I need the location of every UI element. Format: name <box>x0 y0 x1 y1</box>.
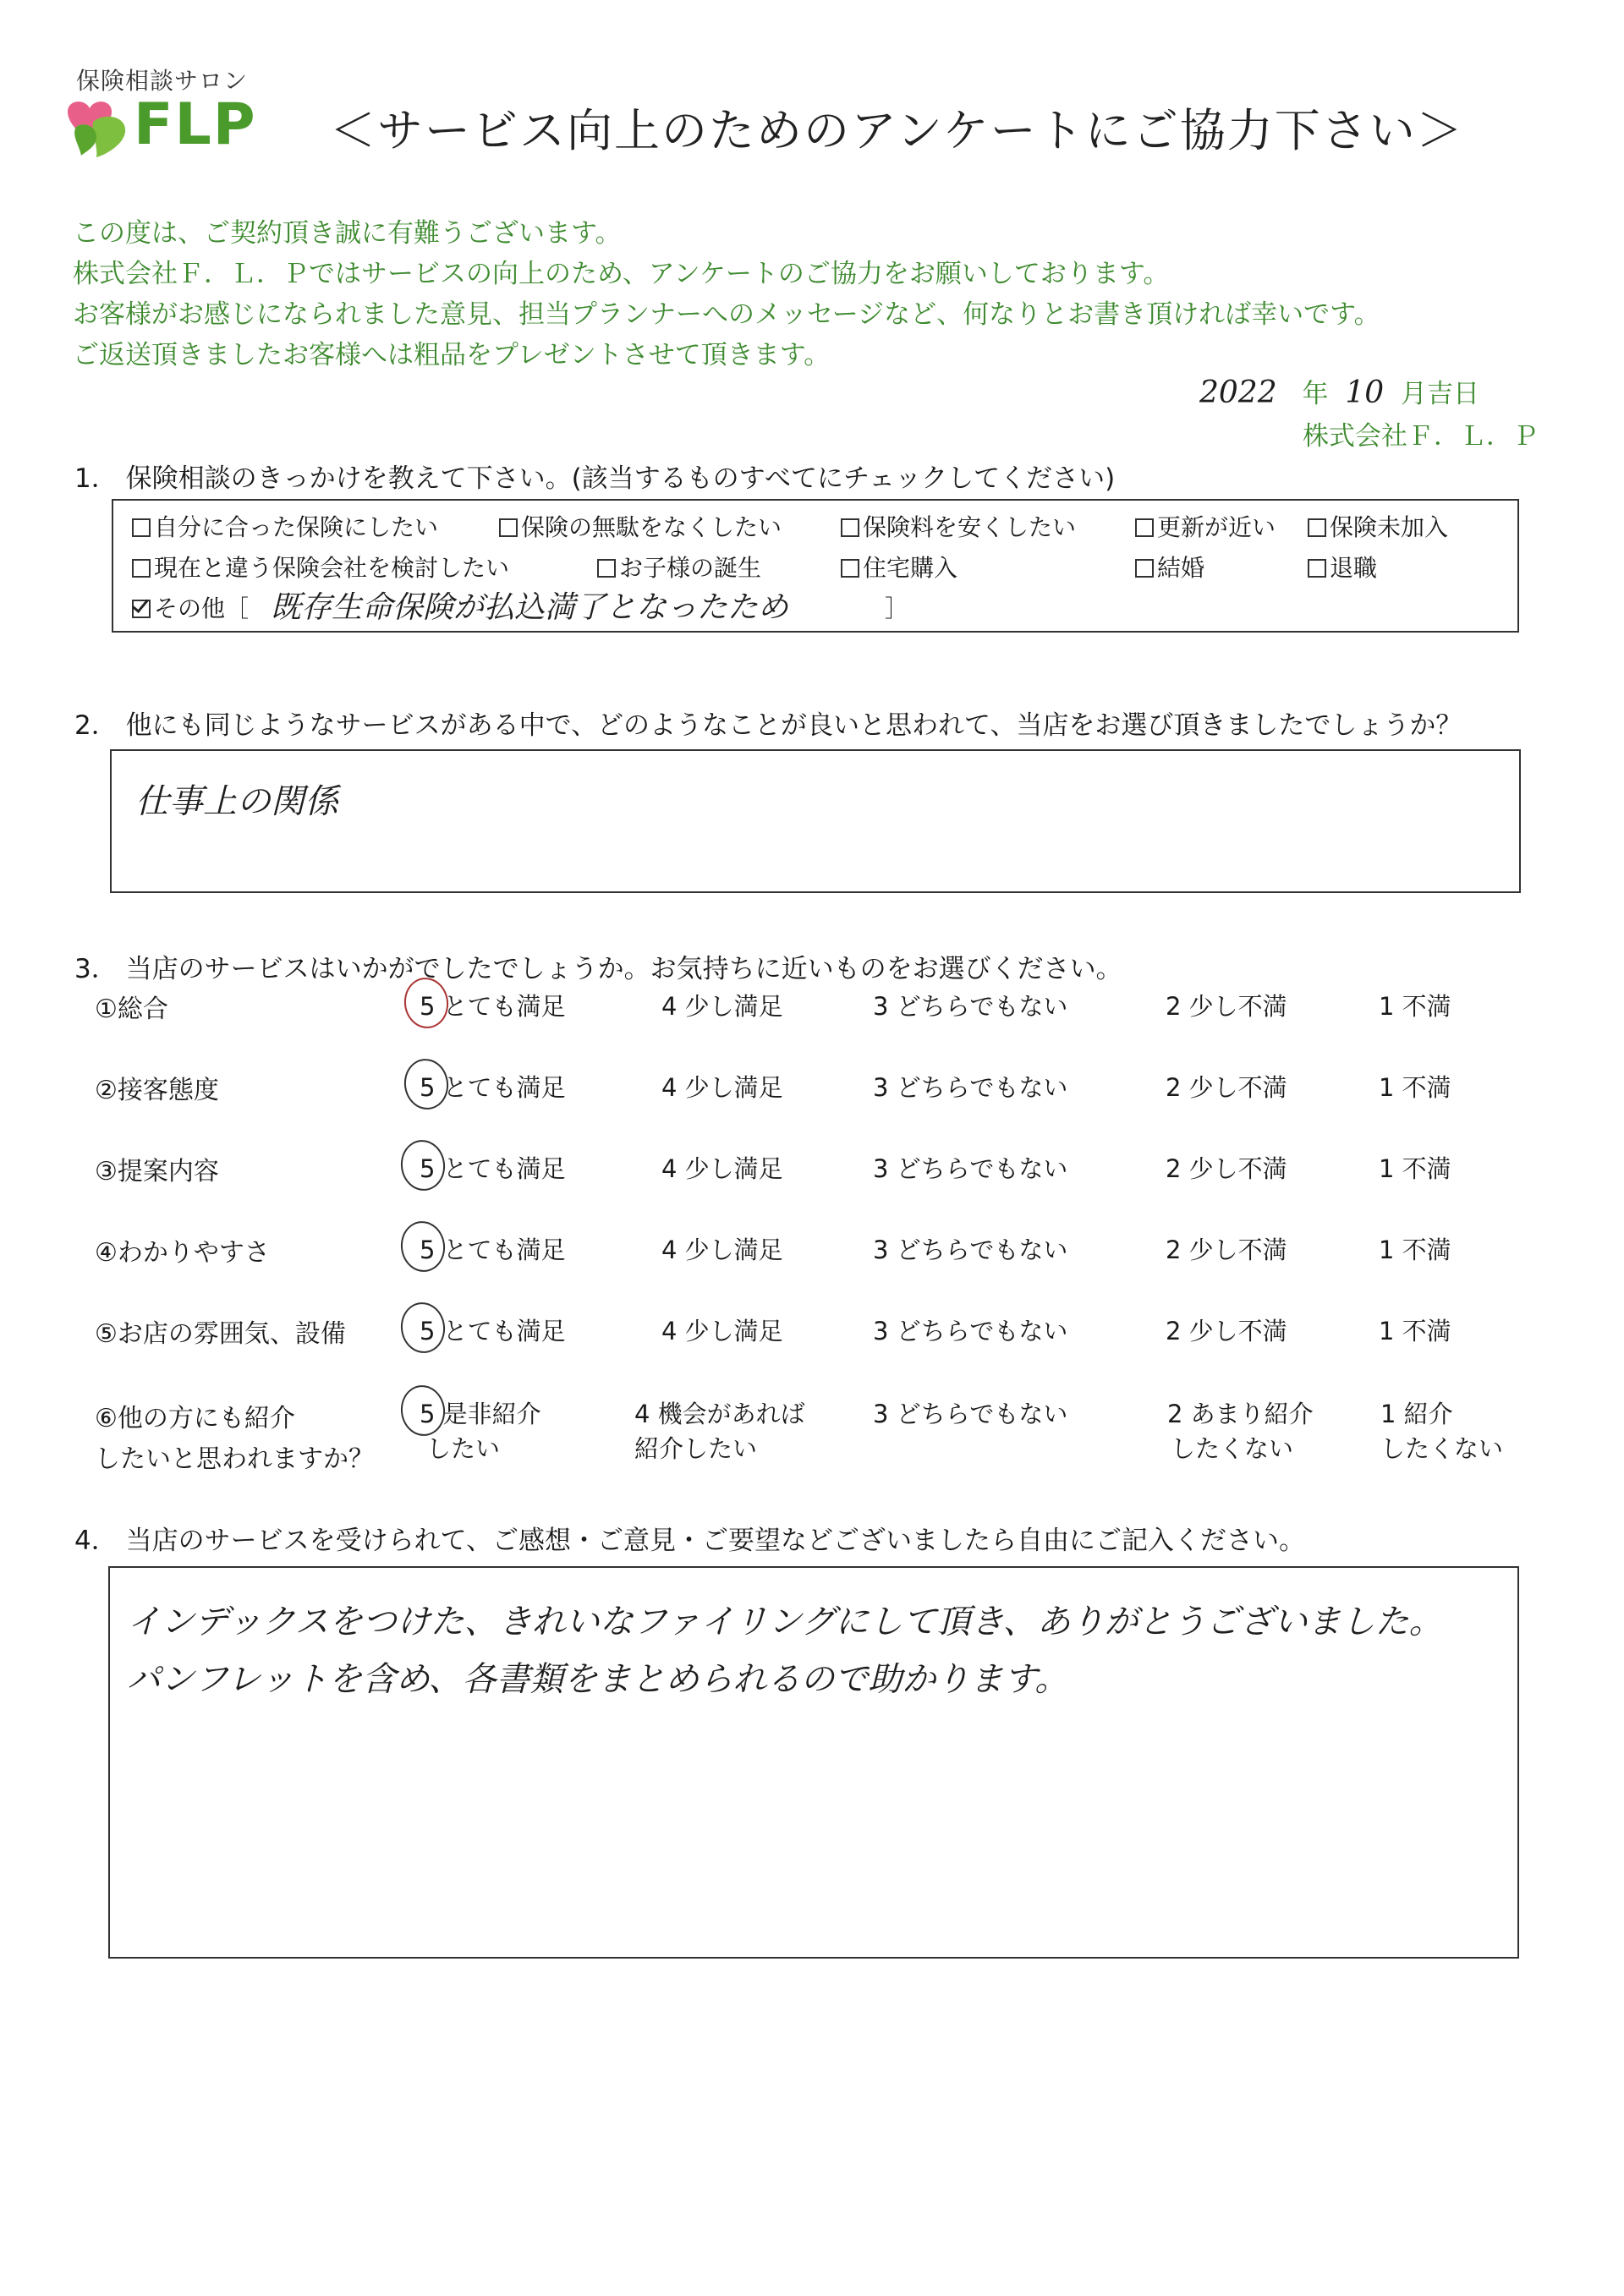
q2-title: 2． 他にも同じようなサービスがある中で、どのようなことが良いと思われて、当店をお選び頂きましたでしょうか？ <box>74 710 1462 741</box>
q1-option[interactable]: 結婚 <box>1135 550 1204 584</box>
q1-option[interactable]: 保険料を安くしたい <box>841 509 1076 543</box>
intro-line-3: お客様がお感じになられました意見、担当プランナーへのメッセージなど、何なりとお書き頂ければ幸いです。 <box>73 299 1380 330</box>
referral-option-1[interactable]: 1 紹介 したくない <box>1380 1400 1504 1463</box>
q1-option[interactable]: 自分に合った保険にしたい <box>132 509 438 543</box>
intro-line-1: この度は、ご契約頂き誠に有難うございます。 <box>73 218 622 249</box>
referral-option-3[interactable]: 3 どちらでもない <box>873 1400 1068 1428</box>
q1-option[interactable]: お子様の誕生 <box>597 550 761 584</box>
rating-option-5[interactable]: 5 とても満足 <box>420 1073 566 1102</box>
rating-option-4[interactable]: 4 少し満足 <box>661 1317 783 1345</box>
brand-name: FLP <box>134 91 257 158</box>
checkbox[interactable] <box>132 559 151 578</box>
rating-option-4[interactable]: 4 少し満足 <box>661 1236 783 1264</box>
rating-option-3[interactable]: 3 どちらでもない <box>873 1154 1068 1183</box>
rating-option-3[interactable]: 3 どちらでもない <box>873 1073 1068 1102</box>
checkbox[interactable] <box>841 559 859 578</box>
rating-option-3[interactable]: 3 どちらでもない <box>873 1236 1068 1264</box>
rating-option-1[interactable]: 1 不満 <box>1379 1073 1451 1102</box>
q3-title: 3． 当店のサービスはいかがでしたでしょうか。お気持ちに近いものをお選びください。 <box>74 954 1122 984</box>
rating-option-5[interactable]: 5 とても満足 <box>420 1154 566 1183</box>
checkbox[interactable] <box>1135 518 1154 537</box>
rating-option-3[interactable]: 3 どちらでもない <box>873 1317 1068 1345</box>
company-name: 株式会社Ｆ．Ｌ．Ｐ <box>1303 421 1539 452</box>
q4-answer-line-1: インデックスをつけた、きれいなファイリングにして頂き、ありがとうございました。 <box>127 1603 1443 1641</box>
rating-option-4[interactable]: 4 少し満足 <box>661 992 783 1021</box>
q1-option[interactable]: 保険の無駄をなくしたい <box>499 509 782 543</box>
date-month-suffix: 月吉日 <box>1401 379 1480 409</box>
q1-other-bracket-close: ］ <box>885 595 909 622</box>
rating-option-1[interactable]: 1 不満 <box>1379 992 1451 1021</box>
checkbox[interactable] <box>132 518 151 537</box>
q4-answer-line-2: パンフレットを含め、各書類をまとめられるので助かります。 <box>127 1660 1069 1699</box>
q2-answer: 仕事上の関係 <box>135 782 338 821</box>
rating-option-1[interactable]: 1 不満 <box>1379 1154 1451 1183</box>
rating-row-label: ⑤お店の雰囲気、設備 <box>95 1319 346 1349</box>
q1-option[interactable]: 更新が近い <box>1135 509 1276 543</box>
intro-line-2: 株式会社Ｆ．Ｌ．Ｐではサービスの向上のため、アンケートのご協力をお願いしております。 <box>73 259 1170 289</box>
selection-circle <box>398 1300 448 1356</box>
checkbox[interactable] <box>597 559 616 578</box>
checkbox[interactable] <box>1135 559 1154 578</box>
selection-circle <box>398 1219 448 1275</box>
date-year: 2022 <box>1199 375 1277 410</box>
checkbox[interactable] <box>841 518 859 537</box>
q1-option[interactable]: 現在と違う保険会社を検討したい <box>132 550 509 584</box>
date-month: 10 <box>1345 375 1385 410</box>
rating-option-5[interactable]: 5 とても満足 <box>420 1317 566 1345</box>
q1-title: 1． 保険相談のきっかけを教えて下さい。(該当するものすべてにチェックしてください) <box>74 463 1116 494</box>
rating-row-label: ④わかりやすさ <box>95 1238 270 1268</box>
rating-option-5[interactable]: 5 とても満足 <box>420 1236 566 1264</box>
checkbox-checked[interactable] <box>132 600 151 618</box>
rating-option-1[interactable]: 1 不満 <box>1379 1236 1451 1264</box>
brand-subtitle: 保険相談サロン <box>76 67 249 95</box>
rating-option-5[interactable]: 5 とても満足 <box>420 992 566 1021</box>
referral-option-5[interactable]: 5 是非紹介 したい <box>420 1400 541 1463</box>
rating-row-label: したいと思われますか？ <box>95 1444 374 1474</box>
rating-option-2[interactable]: 2 少し不満 <box>1166 1317 1287 1345</box>
intro-line-4: ご返送頂きましたお客様へは粗品をプレゼントさせて頂きます。 <box>73 340 831 370</box>
rating-option-3[interactable]: 3 どちらでもない <box>873 992 1068 1021</box>
referral-option-4[interactable]: 4 機会があれば 紹介したい <box>634 1400 805 1463</box>
selection-circle <box>398 1137 448 1194</box>
rating-row-label: ③提案内容 <box>95 1157 219 1186</box>
date-line <box>1199 372 1479 410</box>
rating-option-2[interactable]: 2 少し不満 <box>1166 992 1287 1021</box>
referral-option-2[interactable]: 2 あまり紹介 したくない <box>1167 1400 1314 1463</box>
q1-option[interactable]: 退職 <box>1308 550 1377 584</box>
q1-option[interactable]: 住宅購入 <box>841 550 957 584</box>
q4-title: 4． 当店のサービスを受けられて、ご感想・ご意見・ご要望などございましたら自由にご記入ください。 <box>74 1526 1305 1556</box>
q1-option-other[interactable]: その他［ <box>132 590 249 624</box>
rating-option-2[interactable]: 2 少し不満 <box>1166 1236 1287 1264</box>
checkbox[interactable] <box>499 518 518 537</box>
flp-logo <box>59 93 279 161</box>
rating-row-label: ⑥他の方にも紹介 <box>95 1404 295 1433</box>
checkbox[interactable] <box>1308 559 1326 578</box>
q1-option[interactable]: 保険未加入 <box>1308 509 1448 543</box>
rating-option-2[interactable]: 2 少し不満 <box>1166 1154 1287 1183</box>
q1-other-answer: 既存生命保険が払込満了となったため <box>271 590 789 625</box>
rating-row-label: ①総合 <box>95 995 168 1024</box>
page-title: ＜サービス向上のためのアンケートにご協力下さい＞ <box>330 104 1464 157</box>
rating-option-1[interactable]: 1 不満 <box>1379 1317 1451 1345</box>
checkbox[interactable] <box>1308 518 1326 537</box>
rating-option-4[interactable]: 4 少し満足 <box>661 1154 783 1183</box>
selection-circle <box>401 1056 452 1113</box>
rating-option-4[interactable]: 4 少し満足 <box>661 1073 783 1102</box>
date-year-suffix: 年 <box>1302 379 1329 409</box>
rating-option-2[interactable]: 2 少し不満 <box>1166 1073 1287 1102</box>
rating-row-label: ②接客態度 <box>95 1076 219 1105</box>
